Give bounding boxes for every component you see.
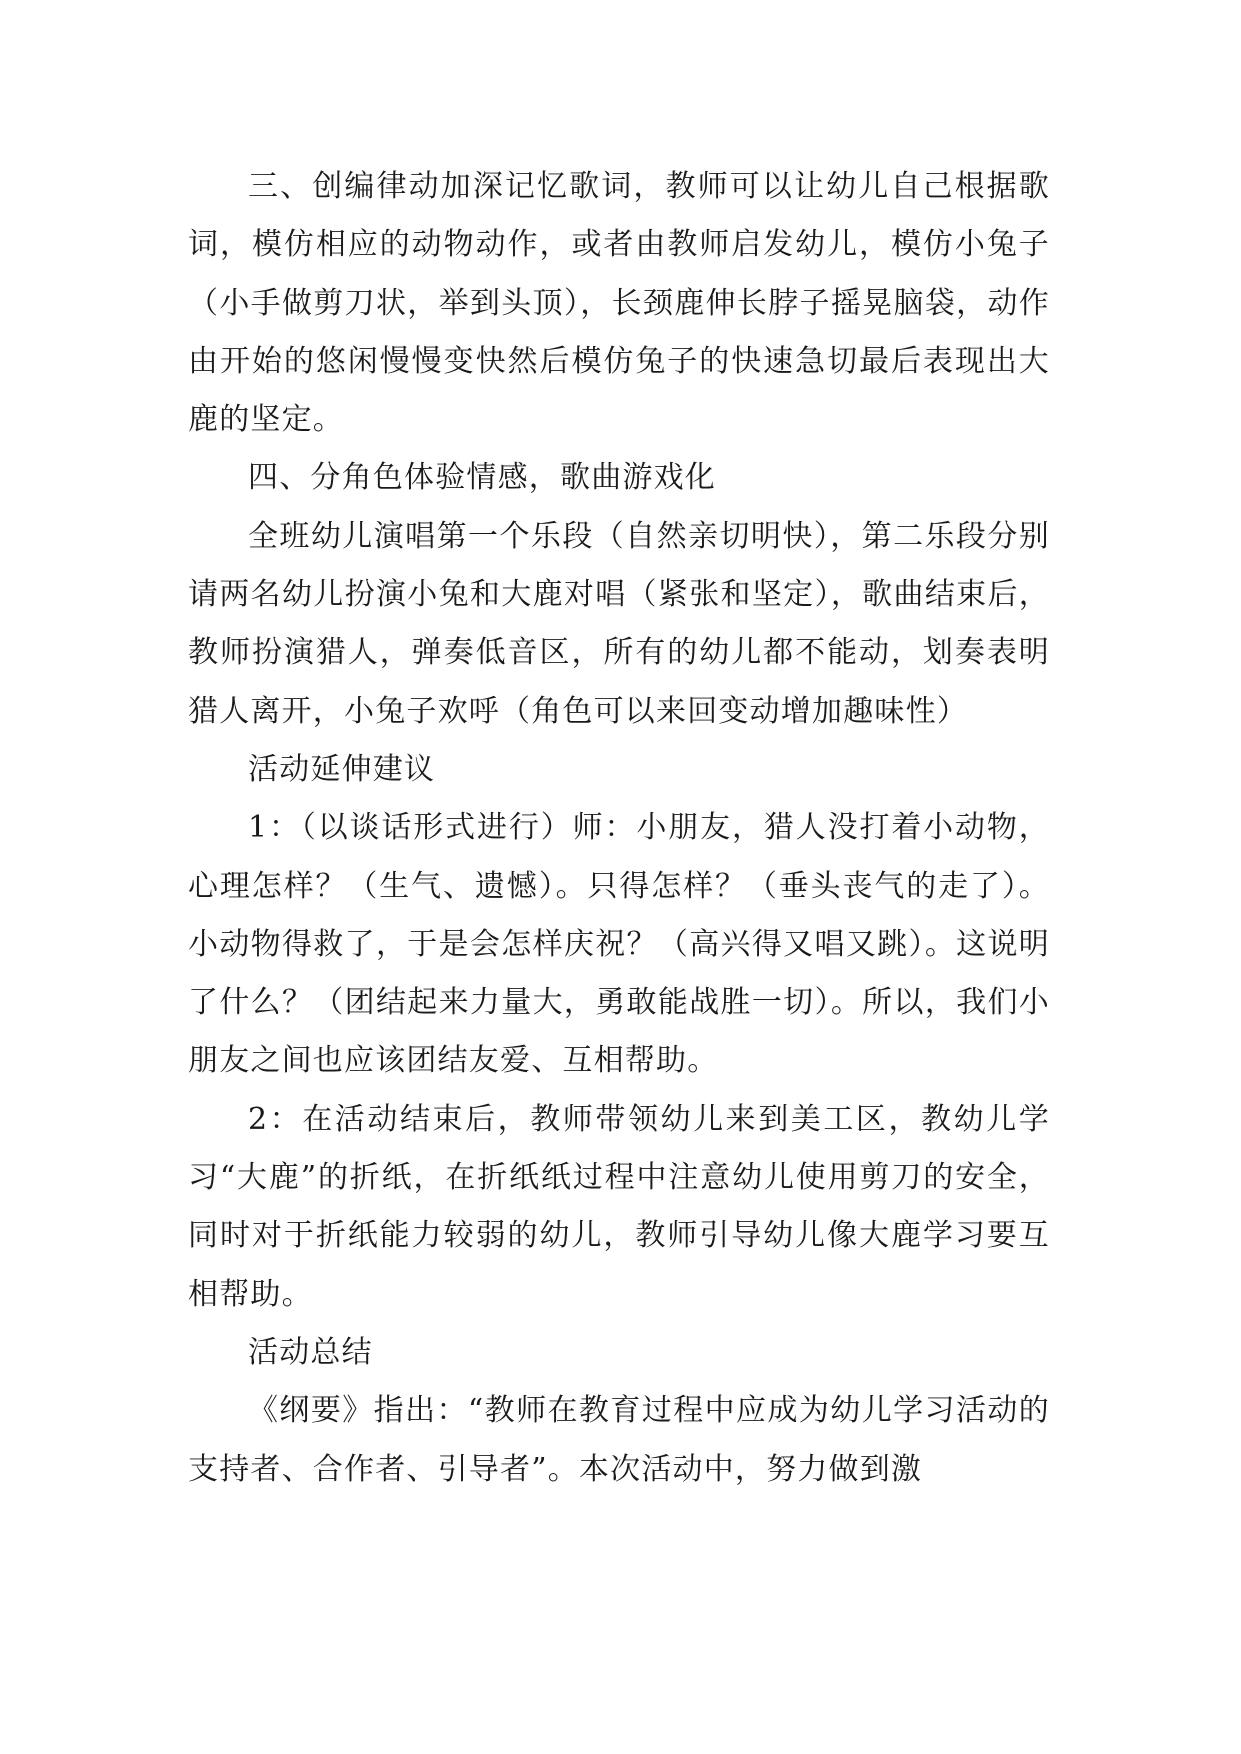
heading-activity-extension: 活动延伸建议 [248, 751, 436, 787]
paragraph-rhythm-creation: 三、创编律动加深记忆歌词，教师可以让幼儿自己根据歌词，模仿相应的动物动作，或者由教师启发幼儿，模仿小兔子（小手做剪刀状，举到头顶），长颈鹿伸长脖子摇晃脑袋，动作由开始的悠闲慢慢变快然后模仿兔子的快速急切最后表现出大鹿的坚定。 [188, 169, 1050, 438]
heading-role-play: 四、分角色体验情感，歌曲游戏化 [248, 460, 716, 496]
paragraph-role-play: 全班幼儿演唱第一个乐段（自然亲切明快），第二乐段分别请两名幼儿扮演小兔和大鹿对唱（紧张和坚定），歌曲结束后，教师扮演猎人，弹奏低音区，所有的幼儿都不能动，划奏表明猎人离开，小兔子欢呼（角色可以来回变动增加趣味性） [188, 518, 1050, 729]
document-body [188, 158, 1050, 1499]
paragraph-summary: 《纲要》指出：“教师在教育过程中应成为幼儿学习活动的支持者、合作者、引导者”。本次活动中，努力做到激 [188, 1393, 1050, 1487]
heading-activity-summary: 活动总结 [248, 1334, 373, 1370]
paragraph-extension-1: 1：（以谈话形式进行）师：小朋友，猎人没打着小动物，心理怎样？（生气、遗憾）。只得怎样？（垂头丧气的走了）。小动物得救了，于是会怎样庆祝？（高兴得又唱又跳）。这说明了什么？（团结起来力量大，勇敢能战胜一切）。所以，我们小朋友之间也应该团结友爱、互相帮助。 [188, 810, 1050, 1079]
paragraph-extension-2: 2：在活动结束后，教师带领幼儿来到美工区，教幼儿学习“大鹿”的折纸，在折纸纸过程中注意幼儿使用剪刀的安全，同时对于折纸能力较弱的幼儿，教师引导幼儿像大鹿学习要互相帮助。 [188, 1101, 1050, 1312]
